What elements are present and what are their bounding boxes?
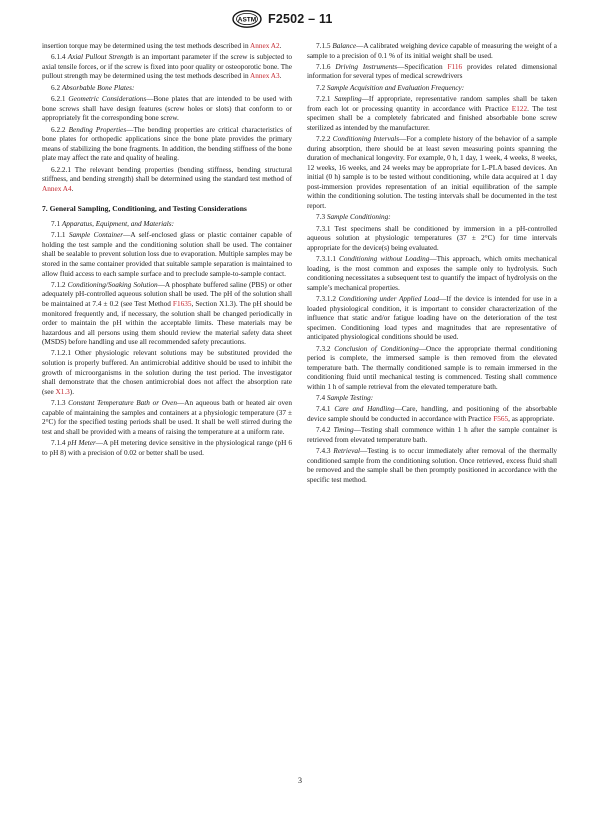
standard-designation: F2502 – 11 (268, 12, 333, 26)
paragraph-6-2-2-1: 6.2.2.1 The relevant bending properties (bending stiffness, bending structural stiffness, and bending strength) shall be determined using the standard test method of Annex A4. (42, 165, 292, 193)
paragraph-6-1-4: 6.1.4 Axial Pullout Strength is an important parameter if the screw is subjected to axial tensile forces, or if the screw is fixed into poor quality or osteoporotic bone. The pullout strength may be determined using the test methods described in Annex A3. (42, 53, 292, 81)
f565-link[interactable]: F565 (493, 415, 509, 423)
paragraph-6-2: 6.2 Absorbable Bone Plates: (51, 83, 135, 92)
paragraph-7-4-2: 7.4.2 Timing—Testing shall commence within 1 h after the sample container is retrieved from elevated temperature bath. (307, 426, 558, 444)
paragraph-7-4: 7.4 Sample Testing: (316, 394, 374, 403)
e122-link[interactable]: E122 (511, 104, 528, 113)
paragraph-7-1-6: 7.1.6 Driving Instruments—Specification F116 provides related dimensional information for several types of medical screwdrivers (307, 62, 557, 81)
paragraph-7-1-3: 7.1.3 Constant Temperature Bath or Oven—An aqueous bath or heated air oven capable of maintaining the samples and containers at a physiologic temperature (37 ± 2°C) for the specified testing periods shall be used. It shall be well stirred during the test and shall be provided with a means of raising the temperature at a uniform rate. (42, 399, 293, 436)
x1-3-link[interactable]: X1.3 (55, 387, 70, 396)
paragraph-7-4-1: 7.4.1 Care and Handling—Care, handling, and positioning of the absorbable device sample should be conducted in accordance with Practice F565, as appropriate. (307, 405, 557, 423)
f1635-link[interactable]: F1635 (172, 299, 192, 308)
paragraph-7-2: 7.2 Sample Acquisition and Evaluation Frequency: (316, 83, 465, 92)
svg-text:ASTM: ASTM (237, 16, 257, 24)
page-header (0, 8, 600, 30)
paragraph-6-2-1: 6.2.1 Geometric Considerations—Bone plates that are intended to be used with bone screws shall have design features (screw holes or slots) that conform to or appropriately fit the corresponding bone screw. (42, 95, 293, 123)
paragraph-7-3-1-2: 7.3.1.2 Conditioning under Applied Load—If the device is intended for use in a loaded physiological condition, it is important to consider characterization of the influence that static and/or fatigue loading have on the deterioration of the test specimen. Conditioning load types and magnitudes that are representative of anticipated physiological conditions should be used. (307, 295, 558, 342)
paragraph-7-1-2-1: 7.1.2.1 Other physiologic relevant solutions may be substituted provided the solution is properly buffered. An antimicrobial additive should be used to inhibit the growth of microorganisms in the solution during the test period. The investigator shall demonstrate that the chosen antimicrobial does not affect the absorption rate (see X1.3). (42, 349, 292, 396)
paragraph-continuation: insertion torque may be determined using the test methods described in Annex A2. (42, 42, 282, 50)
section-heading-7: 7. General Sampling, Conditioning, and Testing Considerations (42, 204, 247, 214)
paragraph-7-1-5: 7.1.5 Balance—A calibrated weighing device capable of measuring the weight of a sample to a precision of 0.1 % of its initial weight shall be used. (307, 42, 557, 60)
right-column (307, 42, 557, 487)
paragraph-7-1-1: 7.1.1 Sample Container—A self-enclosed glass or plastic container capable of holding the test sample and the conditioning solution shall be used. The container shall be sealable to prevent solution loss due to evaporation. Multiple samples may be stored in the same container provided that suitable sample separation is maintained to allow fluid access to each sample surface and to preclude sample-to-sample contact. (42, 231, 292, 278)
paragraph-7-3-2: 7.3.2 Conclusion of Conditioning—Once the appropriate thermal conditioning period is complete, the immersed sample is then removed from the elevated temperature bath. The thermally conditioned sample is to remain immersed in the conditioning fluid until mechanical testing is commenced. Testing shall commence within 1 h of sample retrieval from the elevated temperature bath. (307, 344, 557, 391)
paragraph-7-1: 7.1 Apparatus, Equipment, and Materials: (51, 219, 175, 228)
annex-a4-link[interactable]: Annex A4 (42, 184, 72, 193)
paragraph-7-1-2: 7.1.2 Conditioning/Soaking Solution—A phosphate buffered saline (PBS) or other adequately pH-controlled aqueous solution shall be used. The pH of the solution shall be maintained at 7.4 ± 0.2 (see Test Method F1635, Section X1.3). The pH should be monitored frequently and, if necessary, the solution shall be changed periodically in order to maintain the pH within the acceptable limits. These materials may be hazardous and all persons using them should review the material safety data sheet (MSDS) before handling and use all recommended safety precautions. (42, 280, 293, 347)
f116-link[interactable]: F116 (447, 62, 463, 71)
astm-logo-icon (232, 10, 262, 28)
paragraph-7-1-4: 7.1.4 pH Meter—A pH metering device sensitive in the physiological range (pH 6 to pH 8) with a precision of 0.02 or better shall be used. (42, 439, 292, 457)
paragraph-7-3-1: 7.3.1 Test specimens shall be conditioned by immersion in a pH-controlled aqueous solution at physiologic temperatures (37 ± 2°C) for time intervals appropriate for the device(s) being evaluated. (307, 224, 557, 252)
paragraph-6-2-2: 6.2.2 Bending Properties—The bending properties are critical characteristics of bone plates for orthopedic applications since the bone plate provides the primary means of stabilizing the bone fragments. In addition, the bending stiffness of the bone plate may affect the rate and quality of healing. (42, 125, 293, 163)
paragraph-7-4-3: 7.4.3 Retrieval—Testing is to occur immediately after removal of the thermally conditioned sample from the conditioning solution. Once retrieved, excess fluid shall be removed and the sample shall be then promptly positioned in accordance with the specific test method. (307, 447, 557, 484)
paragraph-7-2-2: 7.2.2 Conditioning Intervals—For a complete history of the behavior of a sample during absorption, there should be at least seven measuring points spanning the duration of mechanical longevity. For example, 0 h, 1 day, 1 week, 4 weeks, 8 weeks, 12 weeks, 16 weeks, and 24 weeks may be appropriate for L-PLA based devices. An initial (0 h) sample is to be tested without conditioning, while data acquired at 1 day post-immersion provides representation of an initial equilibration of the sample within the conditioning solution. The testing intervals shall be documented in the test report. (307, 135, 557, 210)
page-number: 3 (298, 776, 302, 785)
annex-a3-link[interactable]: Annex A3 (250, 72, 280, 81)
paragraph-7-2-1: 7.2.1 Sampling—If appropriate, representative random samples shall be taken from each lot or processing quantity in accordance with Practice E122. The test specimen shall be a completely fabricated and finished absorbable bone screw sterilized as intended by the manufacturer. (307, 95, 557, 132)
paragraph-7-3-1-1: 7.3.1.1 Conditioning without Loading—This approach, which omits mechanical loading, is the most common and exposes the sample only to hydrolysis. Such conditioning necessitates a subsequent test to quantify the impact of hydrolysis on the sample’s mechanical properties. (307, 255, 558, 292)
paragraph-7-3: 7.3 Sample Conditioning: (316, 213, 391, 222)
annex-a2-link[interactable]: Annex A2 (250, 42, 280, 50)
left-column (42, 42, 292, 460)
